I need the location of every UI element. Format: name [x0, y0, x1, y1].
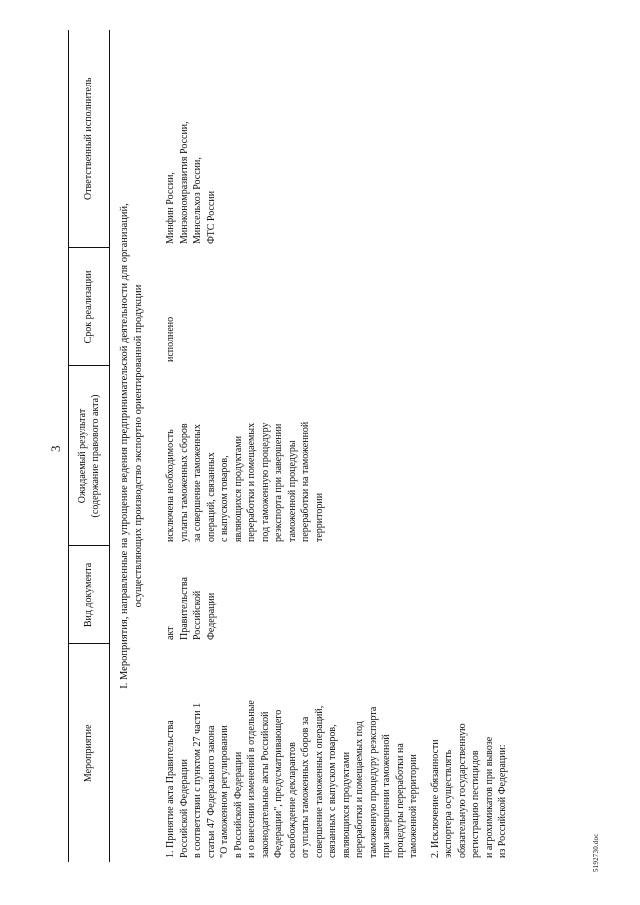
cell-expected-result: [423, 366, 512, 546]
header-responsible: Ответственный исполнитель: [69, 30, 110, 248]
table-header-row: [69, 30, 110, 862]
section-row: [110, 30, 159, 862]
cell-expected-result: исключена необходимость уплаты таможенных сборов за совершение таможенных операций, связанных с выпуском товаров, являющихся продуктами переработки и помещаемых под таможенную процедуру реэкспорта при завершении таможенной процедуры переработки на таможенной территории: [165, 421, 325, 542]
cell-deadline: исполнено: [165, 316, 177, 362]
header-deadline: Срок реализации: [69, 248, 110, 366]
document-code: 5192730.doc: [592, 833, 600, 872]
header-document-type: Вид документа: [69, 546, 110, 644]
header-activity: Мероприятие: [69, 644, 110, 862]
table-row: [158, 30, 423, 862]
cell-activity: 2. Исключение обязанности экспортера осуществлять обязательную государственную регистрацию пестицидов и агрохимикатов при вывозе из Российской Федерации:: [429, 723, 509, 858]
cell-responsible: [423, 30, 512, 248]
cell-document-type: [423, 546, 512, 644]
table-row: [423, 30, 512, 862]
cell-document-type: акт Правительства Российской Федерации: [165, 577, 217, 640]
measures-table: [68, 30, 512, 862]
section-title: I. Мероприятия, направленные на упрощение ведения предпринимательской деятельности для организаций, осуществляющих производство экспортно ориентированной продукции: [119, 203, 145, 689]
landscape-table-container: [68, 30, 602, 862]
page-number: 3: [48, 445, 63, 452]
cell-deadline: [423, 248, 512, 366]
header-expected-result: Ожидаемый результат (содержание правового акта): [69, 366, 110, 546]
cell-activity: 1. Принятие акта Правительства Российской Федерации в соответствии с пунктом 27 части 1 статьи 47 Федерального закона "О таможенном регулировании в Российской Федерации и о внесении изменений в отдельные законодательные акты Российской Федерации", предусматривающего освобождение декларантов от уплаты таможенных сборов за совершение таможенных операций, связанных с выпуском товаров, являющихся продуктами переработки и помещаемых под таможенную процедуру реэкспорта при завершении таможенной процедуры переработки на таможенной территории: [165, 700, 420, 858]
cell-responsible: Минфин России, Минэкономразвития России, Минсельхоз России, ФТС России: [165, 121, 217, 244]
